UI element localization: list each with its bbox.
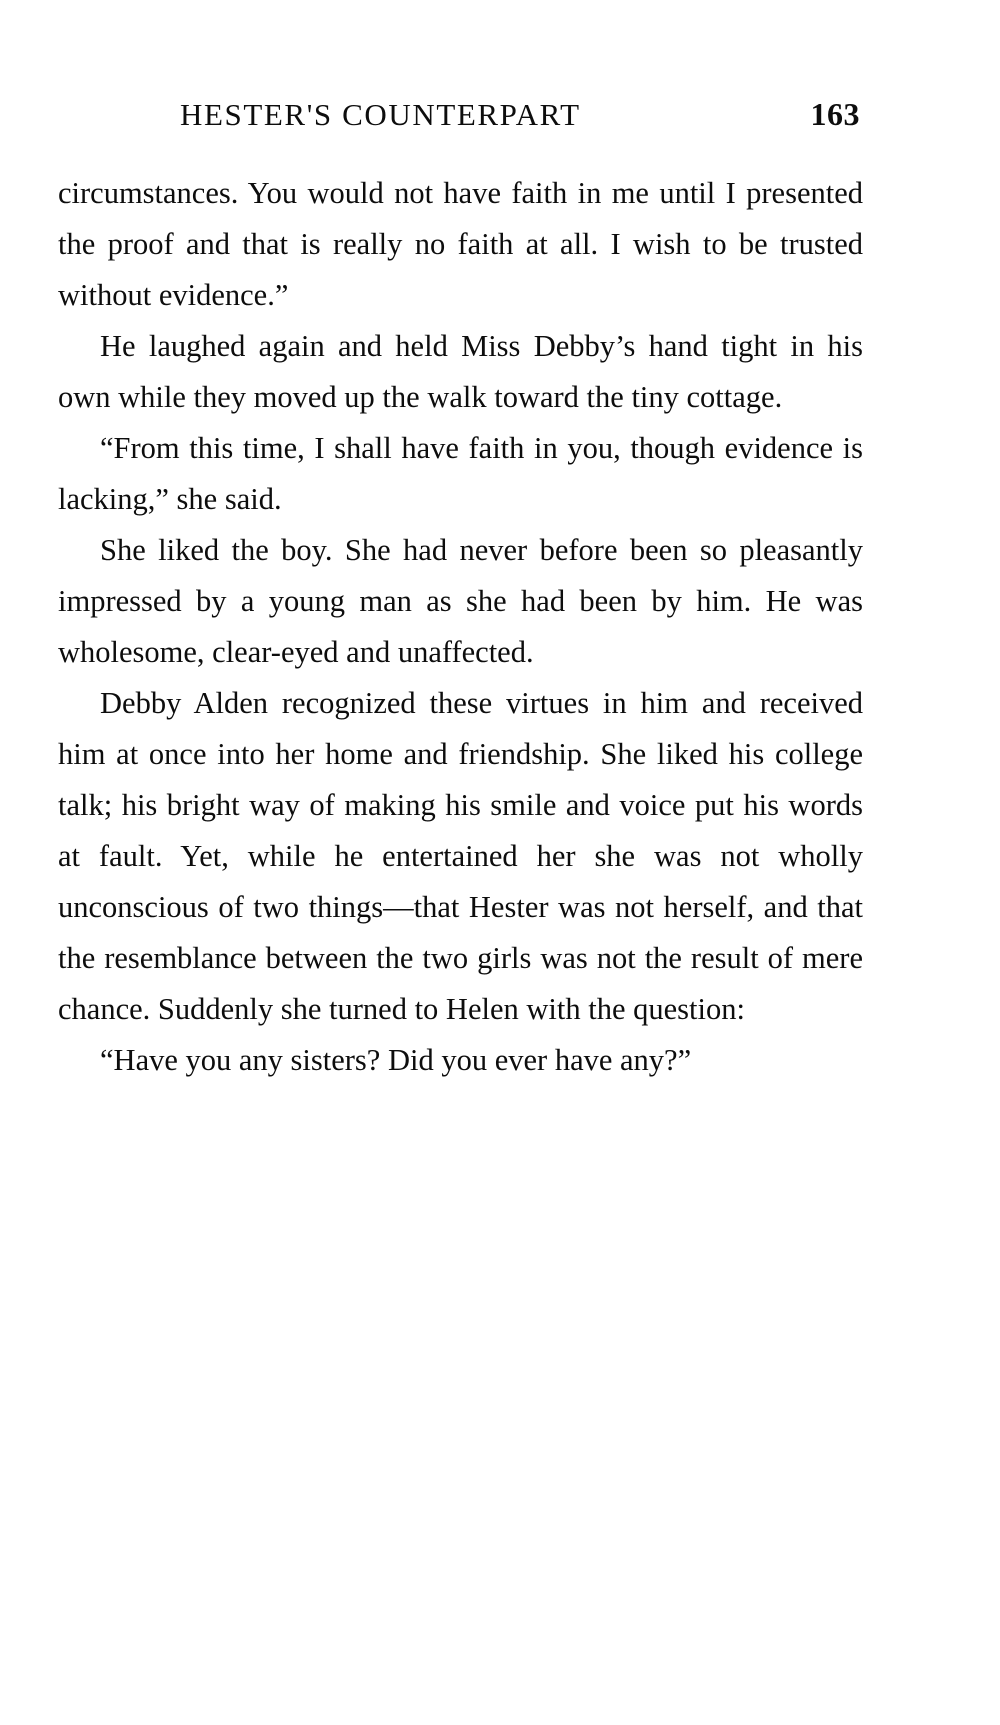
body-text xyxy=(58,168,863,1086)
paragraph: “Have you any sisters? Did you ever have any?” xyxy=(100,1043,692,1077)
page-number: 163 xyxy=(810,96,860,132)
page-header xyxy=(180,96,860,133)
paragraph: She liked the boy. She had never before been so pleasantly impressed by a young man as she had been by him. He was wholesome, clear-eyed and unaffected. xyxy=(58,533,863,669)
paragraph: He laughed again and held Miss Debby’s hand tight in his own while they moved up the walk toward the tiny cottage. xyxy=(58,329,863,414)
paragraph: Debby Alden recognized these virtues in him and received him at once into her home and friendship. She liked his college talk; his bright way of making his smile and voice put his words at fault. Yet, while he entertained her she was not wholly unconscious of two things—that Hester was not herself, and that the resemblance between the two girls was not the result of mere chance. Suddenly she turned to Helen with the question: xyxy=(58,686,863,1026)
running-title: HESTER'S COUNTERPART xyxy=(180,97,581,132)
paragraph: “From this time, I shall have faith in you, though evidence is lacking,” she said. xyxy=(58,431,863,516)
paragraph: circumstances. You would not have faith in me until I presented the proof and that is really no faith at all. I wish to be trusted without evidence.” xyxy=(58,176,863,312)
